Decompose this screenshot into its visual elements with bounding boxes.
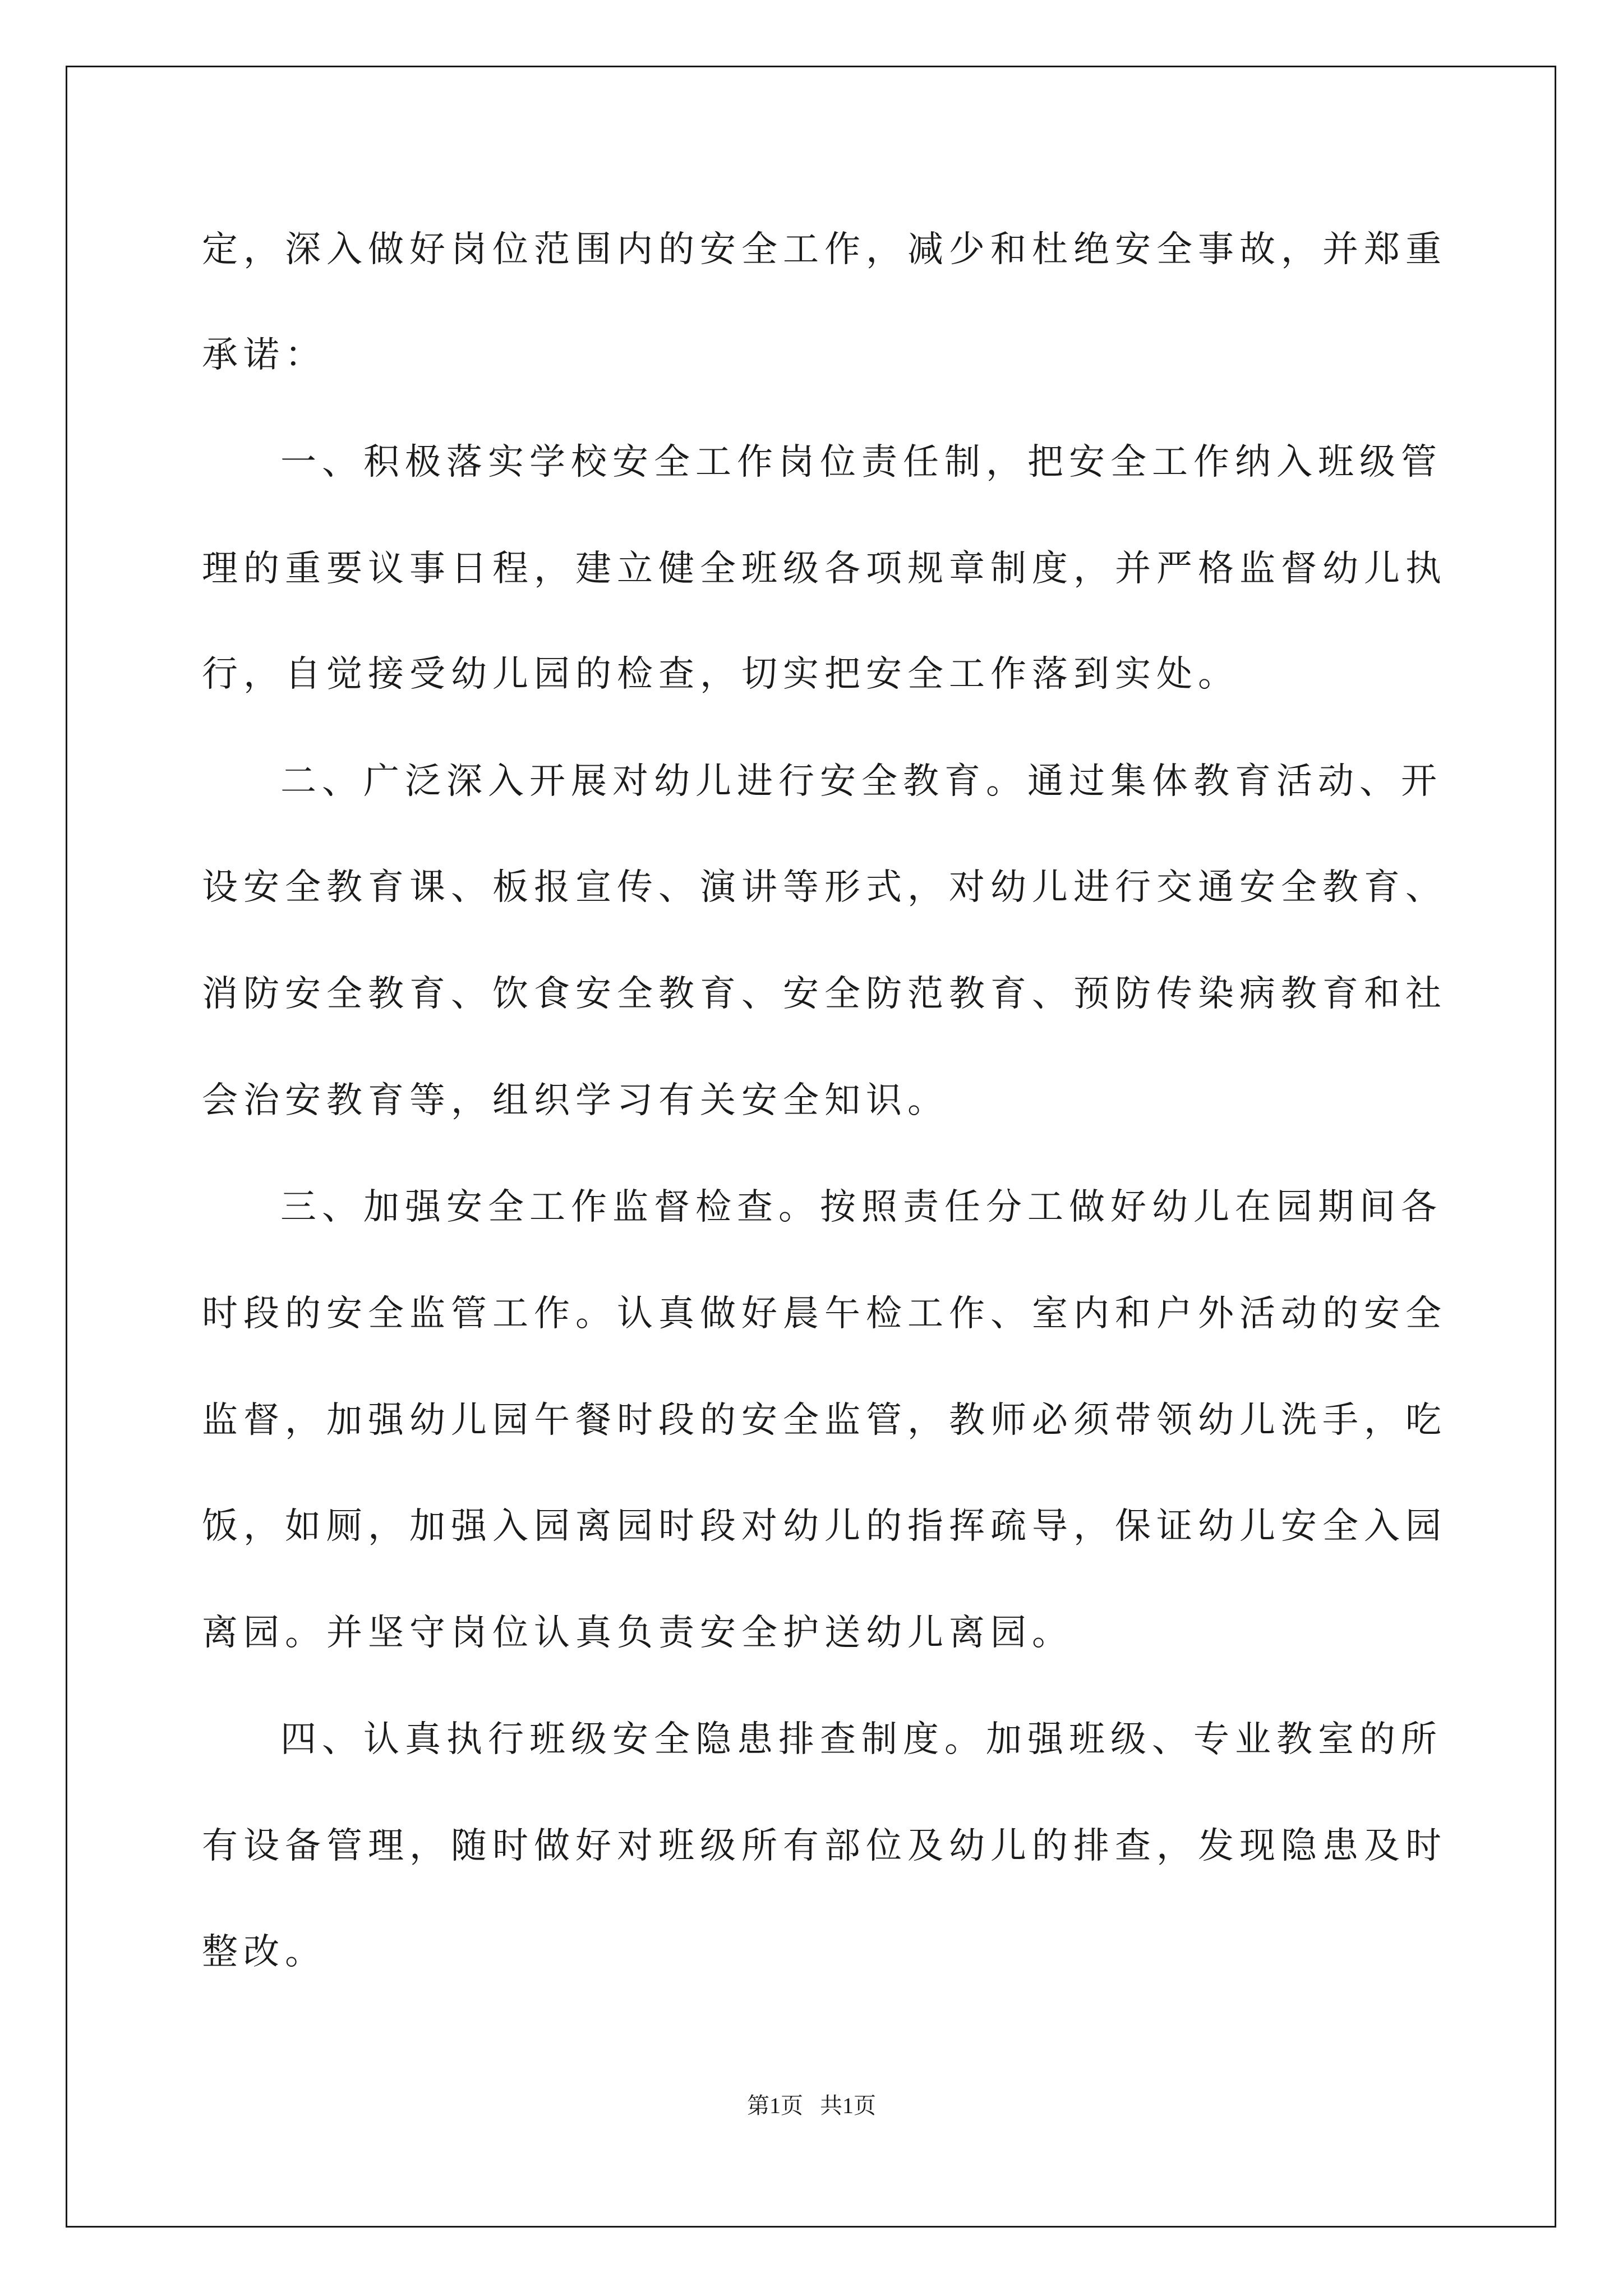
text-line: 饭，如厕，加强入园离园时段对幼儿的指挥疏导，保证幼儿安全入园 bbox=[202, 1506, 1447, 1547]
text-line: 离园。并坚守岗位认真负责安全护送幼儿离园。 bbox=[202, 1612, 1073, 1654]
text-line: 消防安全教育、饮食安全教育、安全防范教育、预防传染病教育和社 bbox=[202, 973, 1447, 1015]
page-border bbox=[66, 66, 1556, 2228]
text-line: 承诺： bbox=[202, 334, 326, 376]
paragraph-1-start: 一、积极落实学校安全工作岗位责任制，把安全工作纳入班级管 bbox=[280, 441, 1442, 483]
text-line: 时段的安全监管工作。认真做好晨午检工作、室内和户外活动的安全 bbox=[202, 1293, 1447, 1335]
text-line: 整改。 bbox=[202, 1931, 326, 1973]
text-line: 监督，加强幼儿园午餐时段的安全监管，教师必须带领幼儿洗手，吃 bbox=[202, 1400, 1447, 1441]
paragraph-3-start: 三、加强安全工作监督检查。按照责任分工做好幼儿在园期间各 bbox=[280, 1186, 1442, 1228]
paragraph-2-start: 二、广泛深入开展对幼儿进行安全教育。通过集体教育活动、开 bbox=[280, 761, 1442, 802]
text-line: 定，深入做好岗位范围内的安全工作，减少和杜绝安全事故，并郑重 bbox=[202, 229, 1447, 270]
text-line: 理的重要议事日程，建立健全班级各项规章制度，并严格监督幼儿执 bbox=[202, 548, 1447, 590]
text-line: 会治安教育等，组织学习有关安全知识。 bbox=[202, 1080, 949, 1121]
text-line: 有设备管理，随时做好对班级所有部位及幼儿的排查，发现隐患及时 bbox=[202, 1825, 1447, 1867]
page-footer: 第1页 共1页 bbox=[747, 2093, 876, 2118]
text-line: 设安全教育课、板报宣传、演讲等形式，对幼儿进行交通安全教育、 bbox=[202, 867, 1447, 908]
paragraph-4-start: 四、认真执行班级安全隐患排查制度。加强班级、专业教室的所 bbox=[280, 1719, 1442, 1760]
text-line: 行，自觉接受幼儿园的检查，切实把安全工作落到实处。 bbox=[202, 654, 1239, 695]
